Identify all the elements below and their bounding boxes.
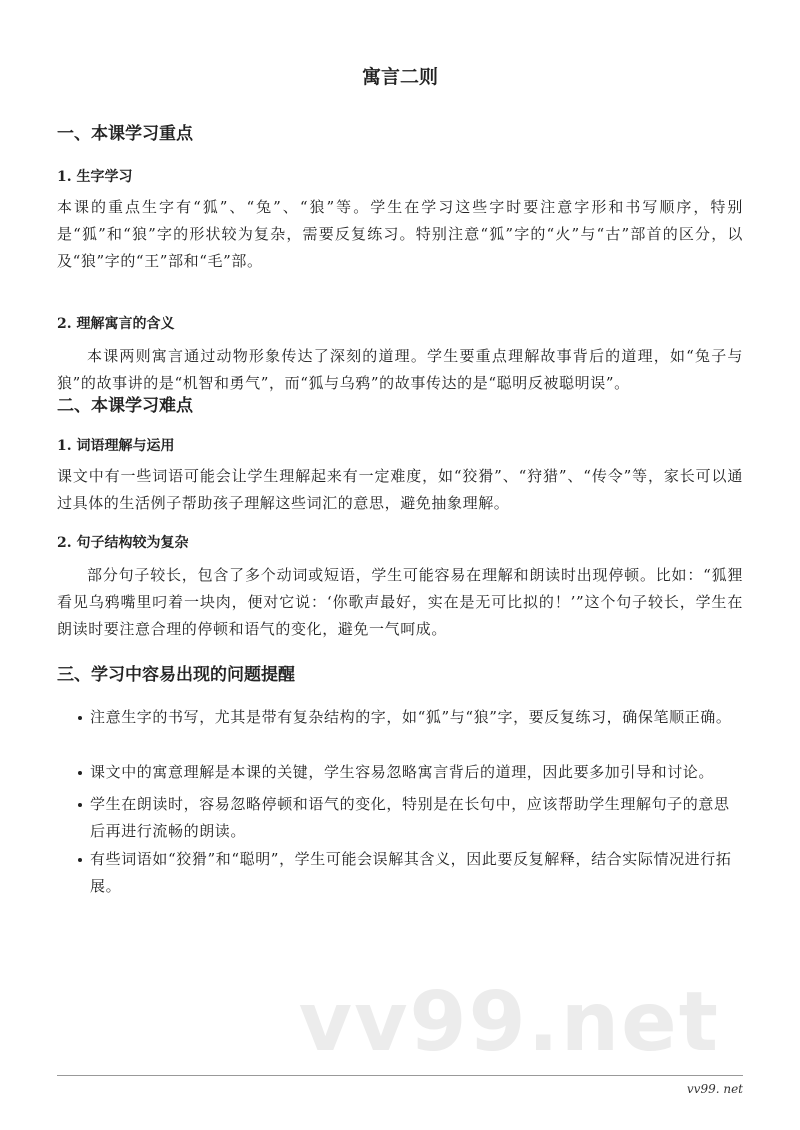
list-item-text: 注意生字的书写，尤其是带有复杂结构的字，如“狐”与“狼”字，要反复练习，确保笔顺正确。 <box>90 708 732 726</box>
subheading-2-1: 1. 词语理解与运用 <box>57 438 175 454</box>
list-item <box>90 704 743 731</box>
footer-site: vv99. net <box>686 1082 743 1096</box>
list-item <box>90 791 743 845</box>
list-item <box>90 759 743 786</box>
bullet-icon <box>78 771 82 775</box>
list-item-text: 有些词语如“狡猾”和“聪明”，学生可能会误解其含义，因此要反复解释，结合实际情况进行拓展。 <box>90 850 732 895</box>
section-heading-2: 二、本课学习难点 <box>57 396 193 416</box>
bullet-icon <box>78 858 82 862</box>
subheading-1-1: 1. 生字学习 <box>57 169 133 185</box>
page-title: 寓言二则 <box>361 66 438 88</box>
list-item-text: 课文中的寓意理解是本课的关键，学生容易忽略寓言背后的道理，因此要多加引导和讨论。 <box>90 763 715 781</box>
paragraph-2-1: 课文中有一些词语可能会让学生理解起来有一定难度，如“狡猾”、“狩猎”、“传令”等，家长可以通过具体的生活例子帮助孩子理解这些词汇的意思，避免抽象理解。 <box>57 467 743 512</box>
paragraph-1-1: 本课的重点生字有“狐”、“兔”、“狼”等。学生在学习这些字时要注意字形和书写顺序，特别是“狐”和“狼”字的形状较为复杂，需要反复练习。特别注意“狐”字的“火”与“古”部首的区分，以及“狼”字的“王”部和“毛”部。 <box>57 198 743 270</box>
watermark: vv99.net <box>298 975 720 1070</box>
section-heading-3: 三、学习中容易出现的问题提醒 <box>57 665 295 685</box>
list-item-text: 学生在朗读时，容易忽略停顿和语气的变化，特别是在长句中，应该帮助学生理解句子的意思后再进行流畅的朗读。 <box>90 795 730 840</box>
paragraph-2-2: 部分句子较长，包含了多个动词或短语，学生可能容易在理解和朗读时出现停顿。比如：“狐狸看见乌鸦嘴里叼着一块肉，便对它说：‘你歌声最好，实在是无可比拟的！’”这个句子较长，学生在朗读时要注意合理的停顿和语气的变化，避免一气呵成。 <box>57 566 743 638</box>
subheading-1-2: 2. 理解寓言的含义 <box>57 316 175 332</box>
list-item <box>90 846 743 900</box>
bullet-icon <box>78 803 82 807</box>
subheading-2-2: 2. 句子结构较为复杂 <box>57 535 189 551</box>
paragraph-1-2: 本课两则寓言通过动物形象传达了深刻的道理。学生要重点理解故事背后的道理，如“兔子与狼”的故事讲的是“机智和勇气”，而“狐与乌鸦”的故事传达的是“聪明反被聪明误”。 <box>57 347 743 392</box>
bullet-icon <box>78 716 82 720</box>
footer-divider <box>57 1075 743 1076</box>
section-heading-1: 一、本课学习重点 <box>57 124 193 144</box>
